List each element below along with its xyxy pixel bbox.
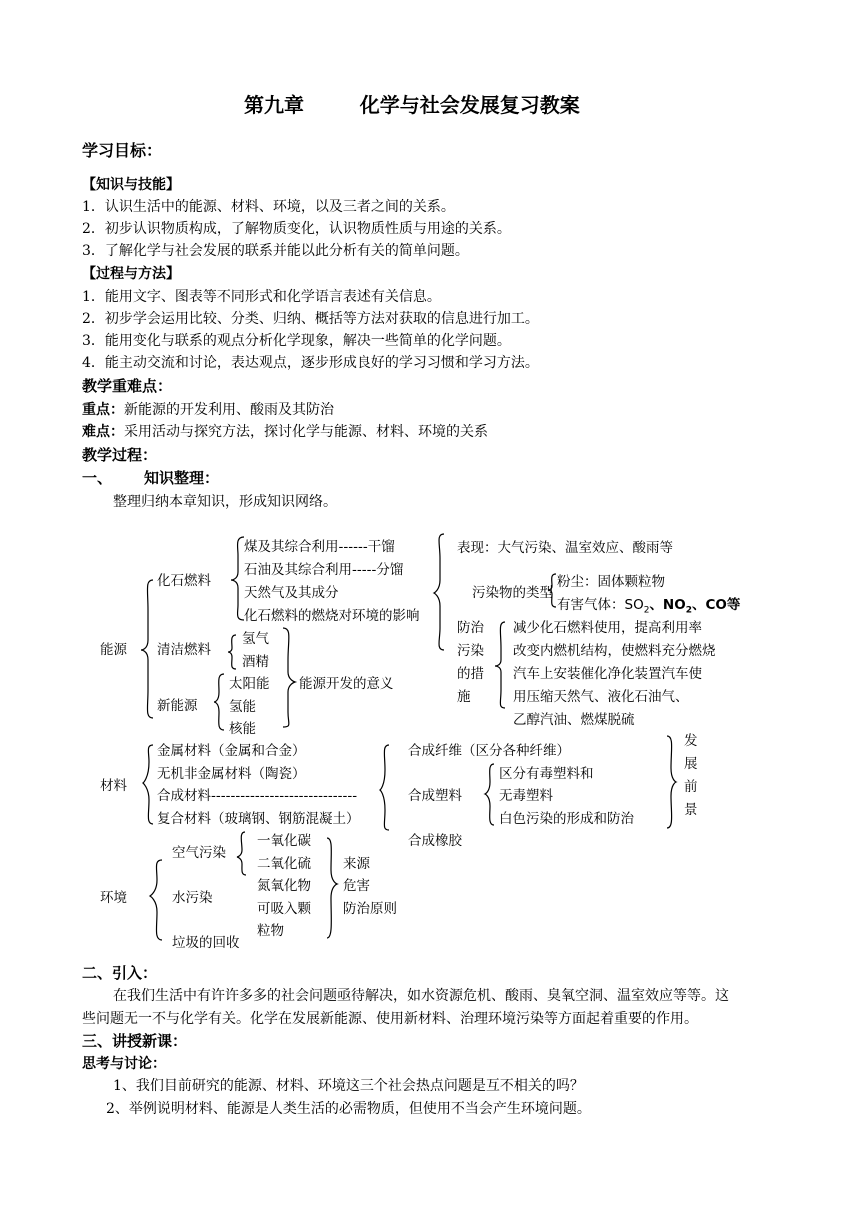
- new-item-nuclear: 核能: [229, 721, 256, 737]
- measures-label-1: 防治: [457, 620, 484, 636]
- measure-item-2: 改变内燃机结构，使燃料充分燃烧: [513, 643, 716, 659]
- pollutant-type-label: 污染物的类型: [472, 585, 553, 601]
- plastic-item-1: 区分有毒塑料和: [499, 766, 594, 782]
- knowledge-heading: 【知识与技能】: [82, 177, 180, 193]
- process-item-3: 3．能用变化与联系的观点分析化学现象，解决一些简单的化学问题。: [82, 333, 511, 349]
- aspect-harm: 危害: [343, 878, 370, 894]
- page-title: 第九章 化学与社会发展复习教案: [244, 93, 580, 117]
- new-item-hydrogen: 氢能: [229, 699, 256, 715]
- discussion-label: 思考与讨论：: [82, 1056, 166, 1072]
- material-item-synthetic: 合成材料------------------------------: [157, 788, 358, 804]
- new-item-solar: 太阳能: [229, 676, 270, 692]
- aspect-source: 来源: [343, 856, 370, 872]
- knowledge-item-1: 1．认识生活中的能源、材料、环境，以及三者之间的关系。: [82, 199, 455, 215]
- material-item-metal: 金属材料（金属和合金）: [157, 743, 306, 759]
- hard-point-text: 采用活动与探究方法，探讨化学与能源、材料、环境的关系: [124, 424, 488, 440]
- gas-prefix: 有害气体：SO: [557, 597, 644, 613]
- clean-item-hydrogen: 氢气: [242, 631, 269, 647]
- hard-point: [82, 423, 488, 441]
- energy-meaning: 能源开发的意义: [299, 676, 394, 692]
- lesson-heading: 三、讲授新课：: [82, 1032, 188, 1050]
- measure-item-3: 汽车上安装催化净化装置汽车使: [513, 666, 702, 682]
- measures-label-4: 施: [457, 689, 471, 705]
- energy-label: 能源: [100, 642, 127, 658]
- key-point-label: 重点：: [82, 402, 124, 418]
- knowledge-item-3: 3．了解化学与社会发展的联系并能以此分析有关的简单问题。: [82, 243, 469, 259]
- section1-number: 一、: [82, 469, 113, 487]
- process-item-1: 1．能用文字、图表等不同形式和化学语言表述有关信息。: [82, 289, 441, 305]
- plastic-item-2: 无毒塑料: [499, 788, 553, 804]
- measure-item-1: 减少化石燃料使用，提高利用率: [513, 620, 702, 636]
- measure-item-4: 用压缩天然气、液化石油气、: [513, 689, 689, 705]
- fossil-item-coal: 煤及其综合利用------干馏: [244, 539, 395, 555]
- synthetic-rubber: 合成橡胶: [408, 833, 462, 849]
- pollutant-co: 一氧化碳: [257, 833, 311, 849]
- synthetic-fiber: 合成纤维（区分各种纤维）: [408, 743, 570, 759]
- process-item-2: 2．初步学会运用比较、分类、归纳、概括等方法对获取的信息进行加工。: [82, 311, 539, 327]
- impact-performance: 表现：大气污染、温室效应、酸雨等: [457, 540, 673, 556]
- plastic-item-3: 白色污染的形成和防治: [499, 811, 634, 827]
- key-point-text: 新能源的开发利用、酸雨及其防治: [124, 402, 334, 418]
- development-prospect: 发展前景: [684, 733, 698, 818]
- pollutant-nox: 氮氧化物: [257, 878, 311, 894]
- synthetic-plastic-label: 合成塑料: [408, 788, 462, 804]
- fossil-item-gas: 天然气及其成分: [244, 585, 339, 601]
- pollutant-gas: [557, 596, 740, 620]
- fossil-fuel-label: 化石燃料: [157, 573, 211, 589]
- pollutant-particles-1: 可吸入颗: [257, 901, 311, 917]
- teaching-process-heading: 教学过程：: [82, 446, 158, 464]
- new-energy-label: 新能源: [157, 698, 198, 714]
- focus-heading: 教学重难点：: [82, 377, 173, 395]
- objectives-heading: 学习目标：: [82, 141, 163, 160]
- question-2: 2、举例说明材料、能源是人类生活的必需物质，但使用不当会产生环境问题。: [106, 1101, 591, 1117]
- garbage-recycling-label: 垃圾的回收: [172, 935, 240, 951]
- gas-no2-sub: 2: [685, 605, 692, 616]
- process-item-4: 4．能主动交流和讨论，表达观点，逐步形成良好的学习习惯和学习方法。: [82, 355, 539, 371]
- material-item-composite: 复合材料（玻璃钢、钢筋混凝土）: [157, 811, 360, 827]
- water-pollution-label: 水污染: [172, 890, 213, 906]
- pollutant-so2: 二氧化硫: [257, 856, 311, 872]
- key-point: [82, 401, 334, 419]
- intro-line-1: 在我们生活中有许许多多的社会问题亟待解决，如水资源危机、酸雨、臭氧空洞、温室效应等等。这: [113, 988, 729, 1004]
- gas-so2-sub: 2: [643, 605, 650, 616]
- intro-heading: 二、引入：: [82, 964, 158, 982]
- measures-label-3: 的措: [457, 666, 484, 682]
- materials-label: 材料: [100, 778, 127, 794]
- gas-tail: 、CO等: [691, 597, 741, 613]
- section1-text: 整理归纳本章知识，形成知识网络。: [113, 494, 337, 510]
- measure-item-5: 乙醇汽油、燃煤脱硫: [513, 712, 635, 728]
- intro-line-2: 些问题无一不与化学有关。化学在发展新能源、使用新材料、治理环境污染等方面起着重要的作用。: [82, 1011, 698, 1027]
- hard-point-label: 难点：: [82, 424, 124, 440]
- pollutant-dust: 粉尘：固体颗粒物: [557, 574, 665, 590]
- gas-no: 、NO: [649, 597, 686, 613]
- clean-item-alcohol: 酒精: [242, 654, 269, 670]
- material-item-inorganic: 无机非金属材料（陶瓷）: [157, 766, 306, 782]
- fossil-item-impact: 化石燃料的燃烧对环境的影响: [244, 608, 420, 624]
- section1-title: 知识整理：: [144, 469, 220, 487]
- aspect-prevention: 防治原则: [343, 901, 397, 917]
- question-1: 1、我们目前研究的能源、材料、环境这三个社会热点问题是互不相关的吗？: [113, 1078, 584, 1094]
- fossil-item-oil: 石油及其综合利用-----分馏: [244, 562, 404, 578]
- air-pollution-label: 空气污染: [172, 845, 226, 861]
- measures-label-2: 污染: [457, 643, 484, 659]
- pollutant-particles-2: 粒物: [257, 923, 284, 939]
- clean-fuel-label: 清洁燃料: [157, 642, 211, 658]
- environment-label: 环境: [100, 890, 127, 906]
- knowledge-item-2: 2．初步认识物质构成，了解物质变化，认识物质性质与用途的关系。: [82, 221, 511, 237]
- process-method-heading: 【过程与方法】: [82, 266, 180, 282]
